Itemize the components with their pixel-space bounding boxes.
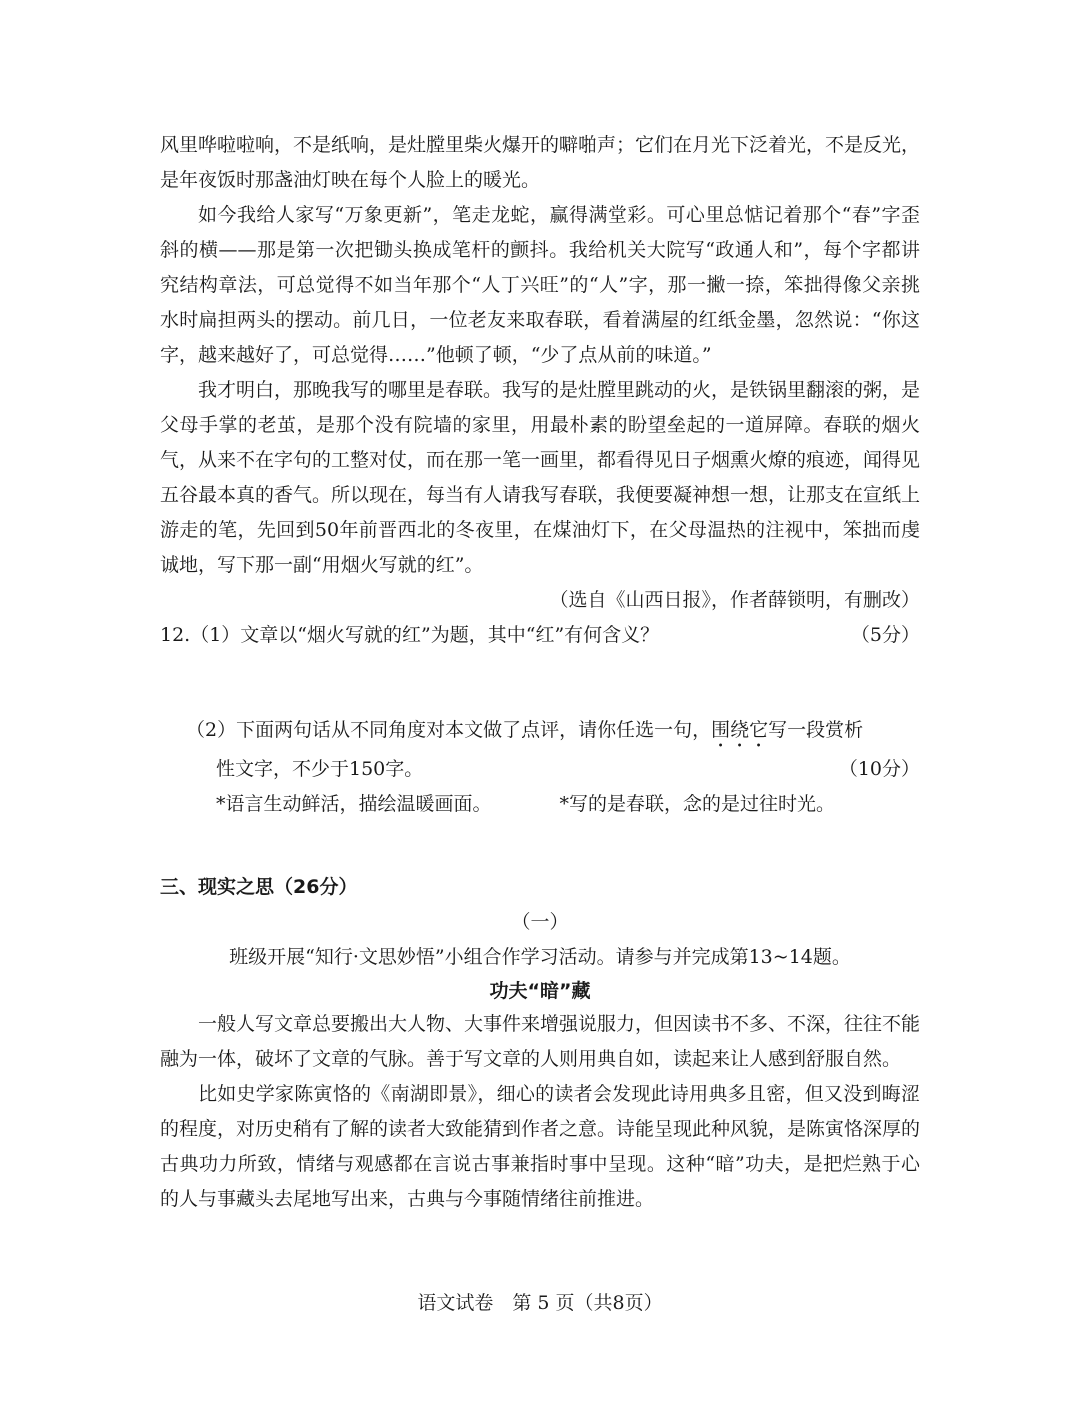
activity-intro: 班级开展“知行·文思妙悟”小组合作学习活动。请参与并完成第13~14题。	[229, 946, 851, 968]
article-title: 功夫“暗”藏	[489, 980, 591, 1002]
comment-option-2: *写的是春联，念的是过往时光。	[559, 793, 836, 815]
source-citation: （选自《山西日报》，作者薛锁明，有删改）	[549, 589, 920, 611]
question-12-2-score: （10分）	[838, 758, 920, 780]
question-12-2-text-c: 性文字，不少于150字。	[216, 758, 424, 780]
emphasized-phrase: 围绕它	[711, 719, 769, 741]
paragraph-1: 如今我给人家写“万象更新”，笔走龙蛇，赢得满堂彩。可心里总惦记着那个“春”字歪斜的横——那是第一次把锄头换成笔杆的颤抖。我给机关大院写“政通人和”，每个字都讲究结构章法，可总觉得不如当年那个“人丁兴旺”的“人”字，那一撇一捺，笨拙得像父亲挑水时扁担两头的摆动。前几日，一位老友来取春联，看着满屋的红纸金墨，忽然说：“你这字，越来越好了，可总觉得……”他顿了顿，“少了点从前的味道。”	[160, 204, 920, 366]
paragraph-2: 我才明白，那晚我写的哪里是春联。我写的是灶膛里跳动的火，是铁锅里翻滚的粥，是父母手掌的老茧，是那个没有院墙的家里，用最朴素的盼望垒起的一道屏障。春联的烟火气，从来不在字句的工整对仗，而在那一笔一画里，都看得见日子烟熏火燎的痕迹，闻得见五谷最本真的香气。所以现在，每当有人请我写春联，我便要凝神想一想，让那支在宣纸上游走的笔，先回到50年前晋西北的冬夜里，在煤油灯下，在父母温热的注视中，笨拙而虔诚地，写下那一副“用烟火写就的红”。	[160, 379, 921, 576]
question-12-2-line2	[186, 752, 920, 787]
question-12-1-score: （5分）	[850, 624, 920, 646]
passage-continued	[160, 128, 920, 618]
question-12-2-line1	[186, 713, 920, 752]
comment-option-1: *语言生动鲜活，描绘温暖画面。	[216, 793, 492, 815]
subsection-number: （一）	[511, 911, 569, 933]
question-12-part-1	[160, 618, 920, 653]
comment-options	[160, 787, 920, 822]
question-12-part-2	[160, 713, 920, 822]
question-12-1-text: 12.（1）文章以“烟火写就的红”为题，其中“红”有何含义？	[160, 624, 660, 646]
question-12-2-text-a: （2）下面两句话从不同角度对本文做了点评，请你任选一句，	[186, 719, 712, 741]
question-12-2-text-b: 写一段赏析	[768, 719, 864, 741]
article-paragraph-2: 比如史学家陈寅恪的《南湖即景》，细心的读者会发现此诗用典多且密，但又没到晦涩的程度，对历史稍有了解的读者大致能猜到作者之意。诗能呈现此种风貌，是陈寅恪深厚的古典功力所致，情绪与观感都在言说古事兼指时事中呈现。这种“暗”功夫，是把烂熟于心的人与事藏头去尾地写出来，古典与今事随情绪往前推进。	[160, 1083, 921, 1210]
section-3	[160, 870, 920, 1217]
section-3-title: 三、现实之思（26分）	[160, 876, 358, 898]
paragraph-0: 风里哗啦啦响，不是纸响，是灶膛里柴火爆开的噼啪声；它们在月光下泛着光，不是反光，是年夜饭时那盏油灯映在每个人脸上的暖光。	[160, 134, 921, 191]
page-footer: 语文试卷 第 5 页（共8页）	[417, 1292, 663, 1314]
article-paragraph-1: 一般人写文章总要搬出大人物、大事件来增强说服力，但因读书不多、不深，往往不能融为一体，破坏了文章的气脉。善于写文章的人则用典自如，读起来让人感到舒服自然。	[160, 1013, 921, 1070]
